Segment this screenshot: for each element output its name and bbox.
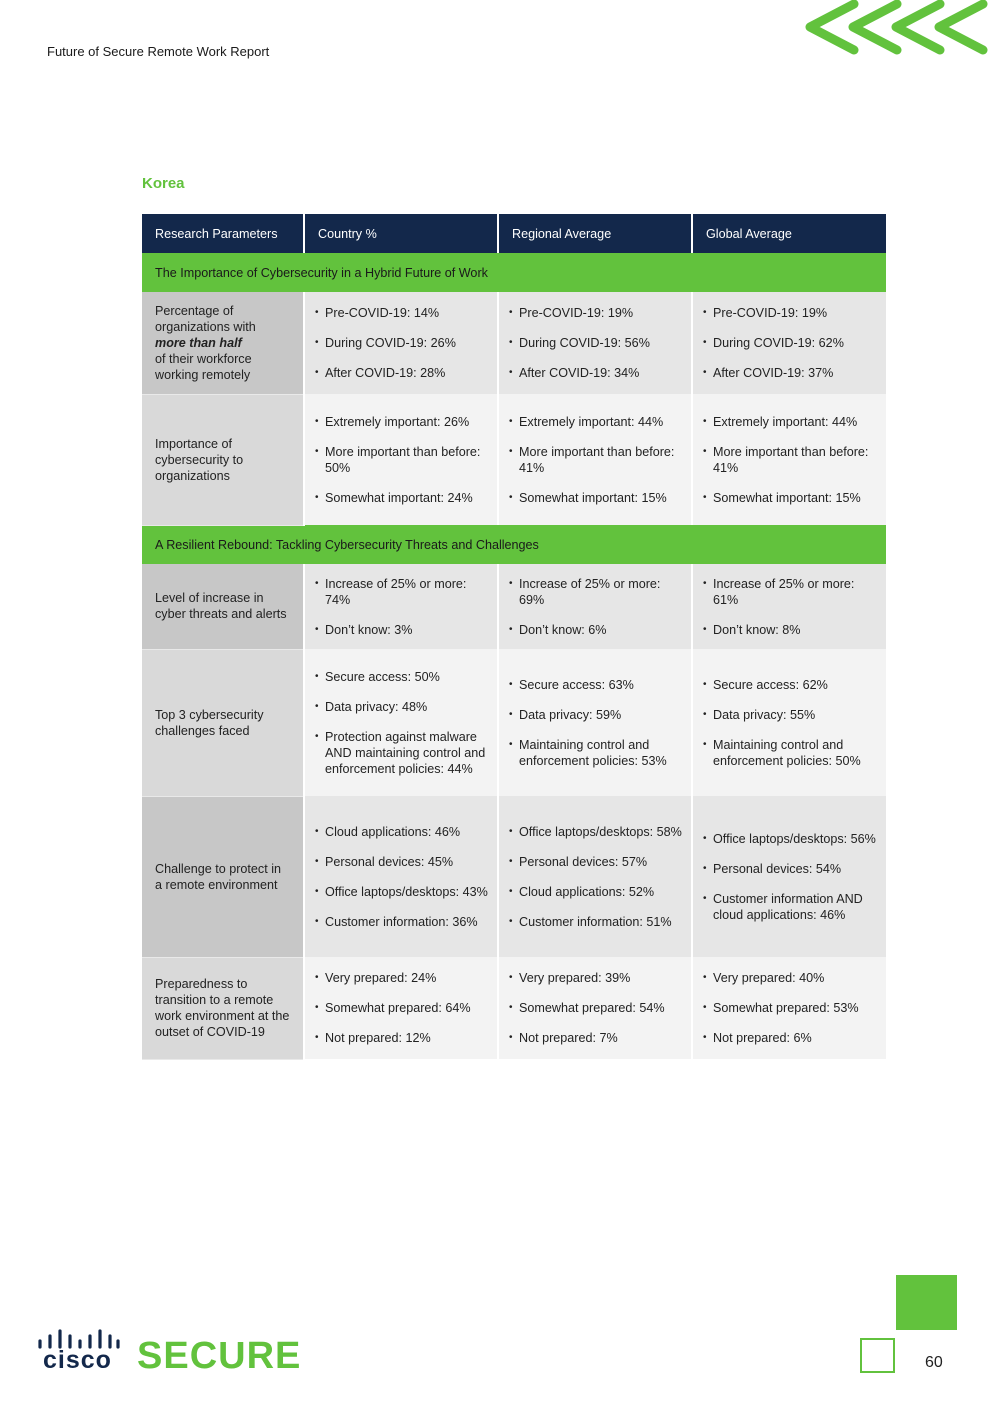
header-regional-average: Regional Average bbox=[498, 214, 692, 253]
list-item: • Data privacy: 59% bbox=[509, 707, 683, 723]
list-item: • Personal devices: 54% bbox=[703, 861, 878, 877]
regional-cell bbox=[498, 564, 692, 649]
regional-cell bbox=[498, 957, 692, 1059]
list-item: • More important than before: 50% bbox=[315, 444, 489, 476]
header-country: Country % bbox=[304, 214, 498, 253]
page-number: 60 bbox=[925, 1354, 943, 1371]
global-cell bbox=[692, 796, 886, 957]
list-item: • Somewhat important: 15% bbox=[703, 490, 878, 506]
global-cell bbox=[692, 649, 886, 796]
list-item: • Not prepared: 12% bbox=[315, 1030, 489, 1046]
list-item: • More important than before: 41% bbox=[509, 444, 683, 476]
table-header-row bbox=[142, 214, 886, 253]
country-heading: Korea bbox=[142, 175, 185, 192]
param-cell: Challenge to protect in a remote environment bbox=[142, 796, 304, 957]
country-cell bbox=[304, 292, 498, 394]
decorative-green-block bbox=[896, 1275, 957, 1330]
report-title: Future of Secure Remote Work Report bbox=[47, 44, 270, 59]
list-item: • Somewhat important: 24% bbox=[315, 490, 489, 506]
global-cell bbox=[692, 957, 886, 1059]
list-item: • Customer information: 36% bbox=[315, 914, 489, 930]
cisco-secure-logo bbox=[37, 1328, 302, 1378]
list-item: • Personal devices: 45% bbox=[315, 854, 489, 870]
korea-data-table bbox=[142, 214, 886, 1060]
table-row bbox=[142, 957, 886, 1059]
list-item: • After COVID-19: 34% bbox=[509, 365, 683, 381]
list-item: • Office laptops/desktops: 43% bbox=[315, 884, 489, 900]
param-cell: Preparedness to transition to a remote work environment at the outset of COVID-19 bbox=[142, 957, 304, 1059]
regional-cell bbox=[498, 796, 692, 957]
secure-wordmark: SECURE bbox=[137, 1335, 302, 1377]
list-item: • Extremely important: 44% bbox=[703, 414, 878, 430]
table-row bbox=[142, 564, 886, 649]
param-cell: Top 3 cybersecurity challenges faced bbox=[142, 649, 304, 796]
param-cell: Percentage of organizations with more than half of their workforce working remotely bbox=[142, 292, 304, 394]
list-item: • During COVID-19: 62% bbox=[703, 335, 878, 351]
list-item: • Secure access: 50% bbox=[315, 669, 489, 685]
section-title: The Importance of Cybersecurity in a Hybrid Future of Work bbox=[142, 253, 886, 292]
header-global-average: Global Average bbox=[692, 214, 886, 253]
section-title: A Resilient Rebound: Tackling Cybersecurity Threats and Challenges bbox=[142, 525, 886, 564]
section-row bbox=[142, 253, 886, 292]
param-cell: Level of increase in cyber threats and alerts bbox=[142, 564, 304, 649]
global-cell bbox=[692, 394, 886, 525]
list-item: • Somewhat prepared: 53% bbox=[703, 1000, 878, 1016]
table-row bbox=[142, 796, 886, 957]
list-item: • Office laptops/desktops: 56% bbox=[703, 831, 878, 847]
list-item: • Pre-COVID-19: 14% bbox=[315, 305, 489, 321]
list-item: • Maintaining control and enforcement policies: 53% bbox=[509, 737, 683, 769]
global-cell bbox=[692, 292, 886, 394]
list-item: • Don’t know: 3% bbox=[315, 622, 489, 638]
list-item: • Not prepared: 7% bbox=[509, 1030, 683, 1046]
list-item: • Somewhat prepared: 64% bbox=[315, 1000, 489, 1016]
regional-cell bbox=[498, 394, 692, 525]
list-item: • During COVID-19: 56% bbox=[509, 335, 683, 351]
list-item: • During COVID-19: 26% bbox=[315, 335, 489, 351]
table-row bbox=[142, 649, 886, 796]
list-item: • Maintaining control and enforcement policies: 50% bbox=[703, 737, 878, 769]
header-research-parameters: Research Parameters bbox=[142, 214, 304, 253]
regional-cell bbox=[498, 292, 692, 394]
list-item: • Very prepared: 24% bbox=[315, 970, 489, 986]
global-cell bbox=[692, 564, 886, 649]
list-item: • Very prepared: 39% bbox=[509, 970, 683, 986]
country-cell bbox=[304, 796, 498, 957]
list-item: • Office laptops/desktops: 58% bbox=[509, 824, 683, 840]
list-item: • Data privacy: 48% bbox=[315, 699, 489, 715]
list-item: • Cloud applications: 46% bbox=[315, 824, 489, 840]
list-item: • After COVID-19: 37% bbox=[703, 365, 878, 381]
chevron-decoration-icon bbox=[802, 0, 992, 62]
list-item: • Don’t know: 6% bbox=[509, 622, 683, 638]
list-item: • Protection against malware AND maintaining control and enforcement policies: 44% bbox=[315, 729, 489, 777]
list-item: • Personal devices: 57% bbox=[509, 854, 683, 870]
list-item: • Extremely important: 44% bbox=[509, 414, 683, 430]
table-row bbox=[142, 292, 886, 394]
list-item: • Extremely important: 26% bbox=[315, 414, 489, 430]
list-item: • Somewhat prepared: 54% bbox=[509, 1000, 683, 1016]
regional-cell bbox=[498, 649, 692, 796]
country-cell bbox=[304, 394, 498, 525]
list-item: • Secure access: 62% bbox=[703, 677, 878, 693]
section-row bbox=[142, 525, 886, 564]
list-item: • Customer information AND cloud applications: 46% bbox=[703, 891, 878, 923]
list-item: • Somewhat important: 15% bbox=[509, 490, 683, 506]
emphasis-text: more than half bbox=[155, 335, 242, 350]
country-cell bbox=[304, 957, 498, 1059]
decorative-outline-box bbox=[860, 1338, 895, 1373]
list-item: • Very prepared: 40% bbox=[703, 970, 878, 986]
param-cell: Importance of cybersecurity to organizations bbox=[142, 394, 304, 525]
country-cell bbox=[304, 564, 498, 649]
list-item: • More important than before: 41% bbox=[703, 444, 878, 476]
list-item: • Pre-COVID-19: 19% bbox=[509, 305, 683, 321]
list-item: • Increase of 25% or more: 61% bbox=[703, 576, 878, 608]
list-item: • Customer information: 51% bbox=[509, 914, 683, 930]
list-item: • Increase of 25% or more: 69% bbox=[509, 576, 683, 608]
country-cell bbox=[304, 649, 498, 796]
cisco-wordmark: cisco bbox=[43, 1346, 112, 1374]
list-item: • Data privacy: 55% bbox=[703, 707, 878, 723]
list-item: • Pre-COVID-19: 19% bbox=[703, 305, 878, 321]
list-item: • Increase of 25% or more: 74% bbox=[315, 576, 489, 608]
list-item: • Not prepared: 6% bbox=[703, 1030, 878, 1046]
list-item: • Secure access: 63% bbox=[509, 677, 683, 693]
table-row bbox=[142, 394, 886, 525]
list-item: • Cloud applications: 52% bbox=[509, 884, 683, 900]
list-item: • After COVID-19: 28% bbox=[315, 365, 489, 381]
list-item: • Don’t know: 8% bbox=[703, 622, 878, 638]
